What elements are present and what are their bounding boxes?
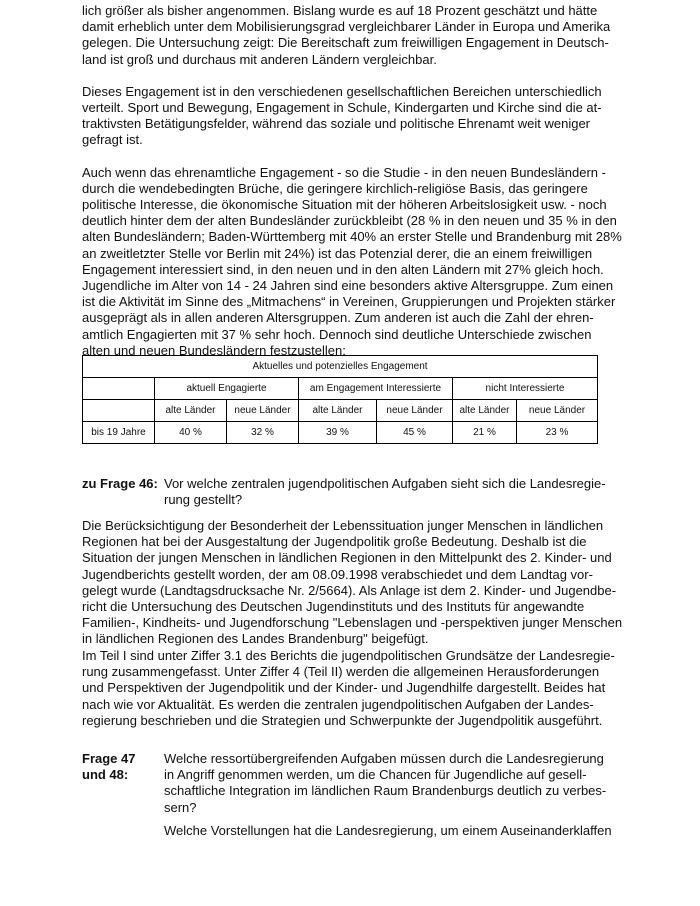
question-46 bbox=[82, 476, 606, 510]
question-46-text: Vor welche zentralen jugendpolitischen Aufgaben sieht sich die Landesregie- rung gestellt? bbox=[164, 476, 606, 508]
table-subheader: neue Länder bbox=[377, 400, 453, 422]
table-cell: 39 % bbox=[299, 422, 377, 444]
engagement-table bbox=[82, 355, 598, 444]
paragraph-engagement-areas: Dieses Engagement ist in den verschiedenen gesellschaftlichen Bereichen unterschiedlich verteilt. Sport und Bewegung, Engagement in Schule, Kindergarten und Kirche sind die at- traktivsten Betätigungsfelder, während das soziale und politische Ehrenamt weit weniger gefragt ist. bbox=[82, 83, 602, 148]
table-row bbox=[83, 422, 598, 444]
question-47-text: Welche ressortübergreifenden Aufgaben müssen durch die Landesregierung in Angriff genommen werden, um die Chancen für Jugendliche auf gesell- schaftliche Integration im ländlichen Raum Brandenburgs deutlich zu verbes- sern? bbox=[164, 751, 607, 815]
table-subheader: neue Länder bbox=[227, 400, 299, 422]
paragraph-report-summary: Im Teil I sind unter Ziffer 3.1 des Berichts die jugendpolitischen Grundsätze der Landesregie- rung zusammengefasst. Unter Ziffer 4 (Teil II) werden die allgemeinen Herausforderungen und Perspektiven der Jugendpolitik und der Kinder- und Jugendhilfe dargestellt. Beides hat nach wie vor Aktualität. Es werden die zentralen jugendpolitischen Aufgaben der Landes- regierung beschrieben und die Strategien und Schwerpunkte der Jugendpolitik ausgeführt. bbox=[82, 648, 615, 728]
table-cell: 23 % bbox=[517, 422, 598, 444]
table-subheader: alte Länder bbox=[299, 400, 377, 422]
table-group-header: aktuell Engagierte bbox=[155, 378, 299, 400]
paragraph-answer-46: Die Berücksichtigung der Besonderheit der Lebenssituation junger Menschen in ländlichen Regionen hat bei der Ausgestaltung der Jugendpolitik große Bedeutung. Deshalb ist die Situation der jungen Menschen in ländlichen Regionen in den Mittelpunkt des 2. Kinder- und Jugendberichts gestellt worden, der am 08.09.1998 verabschiedet und dem Landtag vor- gelegt wurde (Landtagsdrucksache Nr. 2/5664). Als Anlage ist dem 2. Kinder- und Jugendbe- richt die Untersuchung des Deutschen Jugendinstituts und des Instituts für angewandte Familien-, Kindheits- und Jugendforschung "Lebenslagen und -perspektiven junger Menschen in ländlichen Regionen des Landes Brandenburg" beigefügt. bbox=[82, 518, 623, 647]
paragraph-east-west-comparison: Auch wenn das ehrenamtliche Engagement - so die Studie - in den neuen Bundesländern - durch die wendebedingten Brüche, die geringere kirchlich-religiöse Basis, das geringere politische Interesse, die ökonomische Situation mit der höheren Arbeitslosigkeit usw. - noch deutlich hinter dem der alten Bundesländer zurückbleibt (28 % in den neuen und 35 % in den alten Bundesländern; Baden-Württemberg mit 40% an erster Stelle und Brandenburg mit 28% an zweitletzter Stelle vor Berlin mit 24%) ist das Potenzial derer, die an einem freiwilligen Engagement interessiert sind, in den neuen und in den alten Ländern mit 27% gleich hoch. Jugendliche im Alter von 14 - 24 Jahren sind eine besonders aktive Altersgruppe. Zum einen ist die Aktivität im Sinne des „Mitmachens“ in Vereinen, Gruppierungen und Projekten stärker ausgeprägt als in allen anderen Altersgruppen. Zum anderen ist auch die Zahl der ehren- amtlich Engagierten mit 37 % sehr hoch. Dennoch sind deutliche Unterschiede zwischen alten und neuen Bundesländern festzustellen: bbox=[82, 164, 622, 358]
table-group-header: am Engagement Interessierte bbox=[299, 378, 453, 400]
table-empty-cell bbox=[83, 378, 155, 400]
question-48-label: und 48: bbox=[82, 767, 129, 782]
table-cell: 40 % bbox=[155, 422, 227, 444]
table-subheader: alte Länder bbox=[155, 400, 227, 422]
question-46-label: zu Frage 46: bbox=[82, 476, 158, 491]
question-47-label: Frage 47 bbox=[82, 751, 136, 766]
document-page bbox=[82, 0, 622, 359]
table-row-label: bis 19 Jahre bbox=[83, 422, 155, 444]
table-cell: 45 % bbox=[377, 422, 453, 444]
question-47-48 bbox=[82, 751, 612, 861]
table-group-header: nicht Interessierte bbox=[453, 378, 598, 400]
table-title: Aktuelles und potenzielles Engagement bbox=[83, 356, 598, 378]
table-subheader: neue Länder bbox=[517, 400, 598, 422]
table-subheader: alte Länder bbox=[453, 400, 517, 422]
table-cell: 21 % bbox=[453, 422, 517, 444]
table-cell: 32 % bbox=[227, 422, 299, 444]
table-empty-cell bbox=[83, 400, 155, 422]
question-48-text: Welche Vorstellungen hat die Landesregierung, um einem Auseinanderklaffen bbox=[164, 823, 612, 838]
paragraph-engagement-rate: lich größer als bisher angenommen. Bislang wurde es auf 18 Prozent geschätzt und hätte damit erheblich unter dem Mobilisierungsgrad vergleichbarer Länder in Europa und Amerika gelegen. Die Untersuchung zeigt: Die Bereitschaft zum freiwilligen Engagement in Deutsch- land ist groß und durchaus mit anderen Ländern vergleichbar. bbox=[82, 3, 611, 67]
